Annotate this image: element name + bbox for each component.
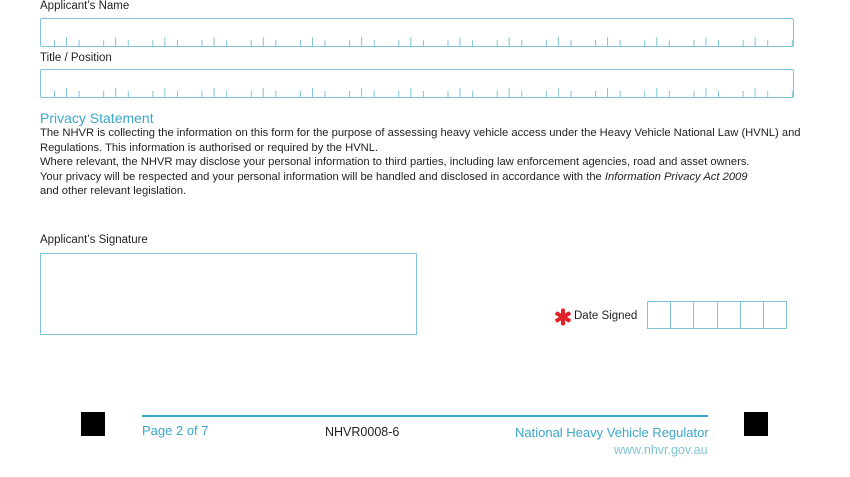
registration-mark-left bbox=[81, 412, 105, 436]
registration-mark-right bbox=[744, 412, 768, 436]
signature-label: Applicant’s Signature bbox=[40, 234, 148, 246]
website-link[interactable]: www.nhvr.gov.au bbox=[614, 443, 708, 457]
organisation-name: National Heavy Vehicle Regulator bbox=[515, 425, 709, 440]
date-signed-input[interactable] bbox=[647, 301, 786, 329]
applicant-name-label: Applicant’s Name bbox=[40, 0, 130, 12]
required-asterisk-icon bbox=[554, 308, 572, 326]
title-position-input[interactable] bbox=[40, 69, 794, 98]
char-ticks-major bbox=[41, 37, 793, 46]
date-cell[interactable] bbox=[740, 301, 764, 329]
footer-divider bbox=[142, 415, 708, 417]
privacy-heading: Privacy Statement bbox=[40, 110, 154, 126]
privacy-line-2: Where relevant, the NHVR may disclose your personal information to third parties, including law enforcement agencies, road and asset owners. bbox=[40, 156, 750, 169]
applicant-name-input[interactable] bbox=[40, 18, 794, 47]
date-cell[interactable] bbox=[693, 301, 717, 329]
privacy-body bbox=[40, 126, 810, 199]
date-cell[interactable] bbox=[763, 301, 787, 329]
page-number: Page 2 of 7 bbox=[142, 423, 209, 438]
privacy-act-name: Information Privacy Act 2009 bbox=[604, 170, 748, 183]
privacy-line-3-prefix: Your privacy will be respected and your personal information will be handled and disclosed in accordance with the bbox=[40, 170, 605, 183]
date-cell[interactable] bbox=[717, 301, 741, 329]
privacy-line-3-suffix: and other relevant legislation. bbox=[40, 185, 187, 198]
char-ticks-major bbox=[41, 88, 793, 97]
privacy-line-1: The NHVR is collecting the information on this form for the purpose of assessing heavy vehicle access under the Heavy Vehicle National Law (HVNL) and Regulations. This information is authorised or required by the HVNL. bbox=[40, 127, 801, 154]
privacy-line-3 bbox=[40, 170, 810, 199]
signature-box[interactable] bbox=[40, 253, 417, 335]
date-cell[interactable] bbox=[670, 301, 694, 329]
title-position-label: Title / Position bbox=[40, 52, 112, 64]
document-code: NHVR0008-6 bbox=[325, 425, 400, 439]
date-signed-label: Date Signed bbox=[574, 310, 638, 322]
date-cell[interactable] bbox=[647, 301, 671, 329]
